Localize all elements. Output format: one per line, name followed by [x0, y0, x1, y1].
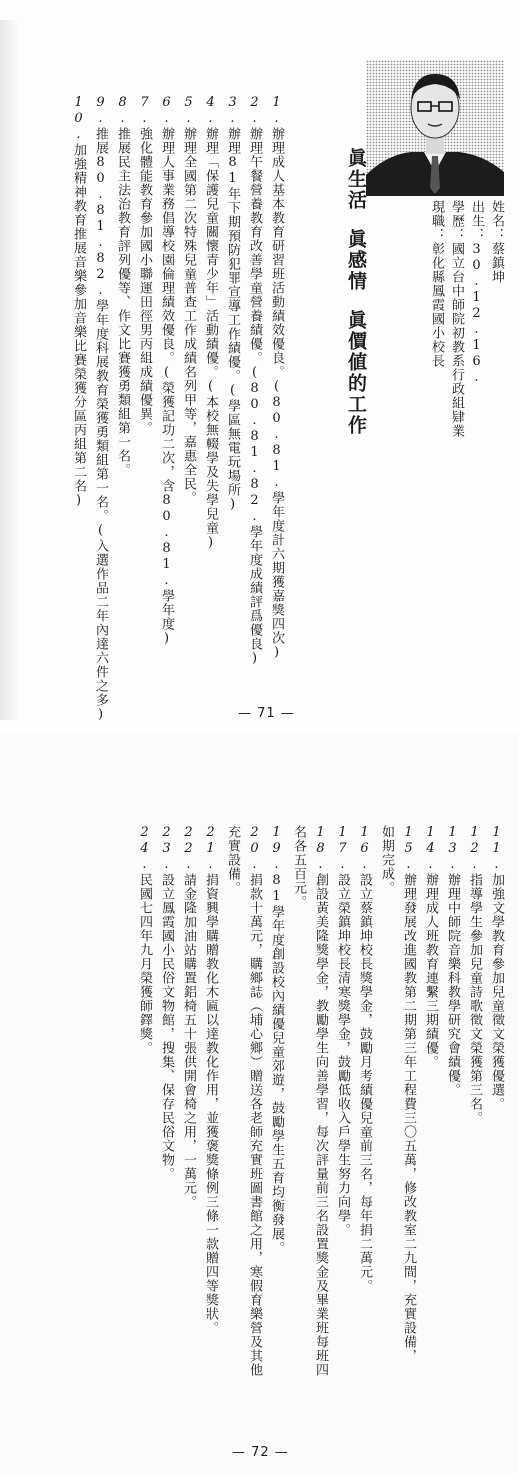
list-item: 10.加強精神教育推展音樂參加音樂比賽榮獲分區丙組第二名): [71, 95, 86, 509]
list-item: 24.民國七四年九月榮獲師鐸獎。: [137, 825, 152, 1055]
list-item: 5.辦理全國第二次特殊兒童普查工作成績名列甲等，嘉惠全民。: [181, 95, 196, 505]
list-item: 7.強化體能教育參加國小聯運田徑男丙組成績優異。: [137, 95, 152, 435]
list-item: 4.辦理「保護兒童關懷青少年」活動績優。(本校無輟學及失學兒童): [203, 95, 218, 551]
profile-birth: 出生：30.12.16.: [469, 200, 484, 386]
list-item: 20.捐款十萬元，購鄉誌（埔心鄉）贈送各老師充實班圖書館之用，寒假育樂營及其他: [247, 825, 262, 1377]
list-item: 17.設立榮鎮坤校長清寒獎學金，鼓勵低收入戶學生努力向學。: [335, 825, 350, 1237]
list-item: 22.請金隆加油站購置鋁椅五十張供開會椅之用，一萬元。: [181, 825, 196, 1209]
profile-education: 學歷：國立台中師院初教系行政組肄業: [449, 200, 464, 438]
list-item: 3.辦理81年下期預防犯罪宣導工作績優。(學區無電玩場所): [225, 95, 240, 513]
list-item: 14.辦理成人班教育連繫三期績優。: [423, 825, 438, 1069]
list-item: 1.辦理成人基本教育研習班活動績效優良。(80.81.學年度計六期獲嘉獎四次): [269, 95, 284, 661]
list-item-continued: 如期完成。: [379, 825, 394, 895]
scan-shadow: [0, 20, 18, 720]
list-item: 19.81學年度創設校內績優兒童郊遊，鼓勵學生五育均衡發展。: [269, 825, 284, 1255]
page-number: — 71 —: [238, 706, 295, 721]
list-item: 12.指導學生參加兒童詩歌徵文榮獲第三名。: [467, 825, 482, 1125]
list-item: 23.設立鳳霞國小民俗文物館，搜集、保存民俗文物。: [159, 825, 174, 1181]
profile-name: 姓名：蔡鎮坤: [489, 200, 504, 284]
page-number: — 72 —: [232, 1445, 289, 1460]
list-item: 8.推展民主法治教育評列優等、作文比賽獲勇類組第一名。: [115, 95, 130, 477]
portrait-photo: [366, 60, 504, 196]
list-item: 9.推展80.81.82.學年度科展教育榮獲勇類組第一名。(入選作品二年內達六件之多): [93, 95, 108, 723]
list-item: 18.創設黃美隆獎學金，教勵學生向善學習，每次評量前三名設置獎金及畢業班每班四: [313, 825, 328, 1377]
list-item: 15.辦理發展改進國教第二期第三年工程費三〇五萬，修改教室二九間，充實設備，: [401, 825, 416, 1363]
list-item: 21.捐資興學購贈教化木匾以達教化作用，並獲褒獎條例三條一款贈四等獎狀。: [203, 825, 218, 1335]
list-item: 13.辦理中師院音樂科教學研究會績優。: [445, 825, 460, 1097]
title-part-1: 眞生活: [345, 148, 367, 211]
title-part-2: 眞感情: [345, 229, 367, 292]
list-item: 16.設立蔡鎮坤校長獎學金，鼓勵月考績優兒童前三名，每年捐二萬元。: [357, 825, 372, 1293]
profile-position: 現職：彰化縣鳳霞國小校長: [429, 200, 444, 368]
list-item-continued: 名各五百元。: [291, 825, 306, 909]
list-item: 6.辦理人事業務倡導校園倫理績效優良。(榮獲記功二次，含80.81.學年度): [159, 95, 174, 647]
list-item-continued: 充實設備。: [225, 825, 240, 895]
list-item: 11.加強文學教育參加兒童徵文榮獲優選。: [489, 825, 504, 1111]
page-72: [0, 733, 518, 1474]
title-part-3: 眞價値的工作: [345, 310, 367, 436]
page-71: [0, 0, 518, 727]
article-title: [345, 148, 367, 436]
list-item: 2.辦理午餐營養教育改善學童營養績優。(80.81.82.學年度成績評爲優良): [247, 95, 262, 667]
